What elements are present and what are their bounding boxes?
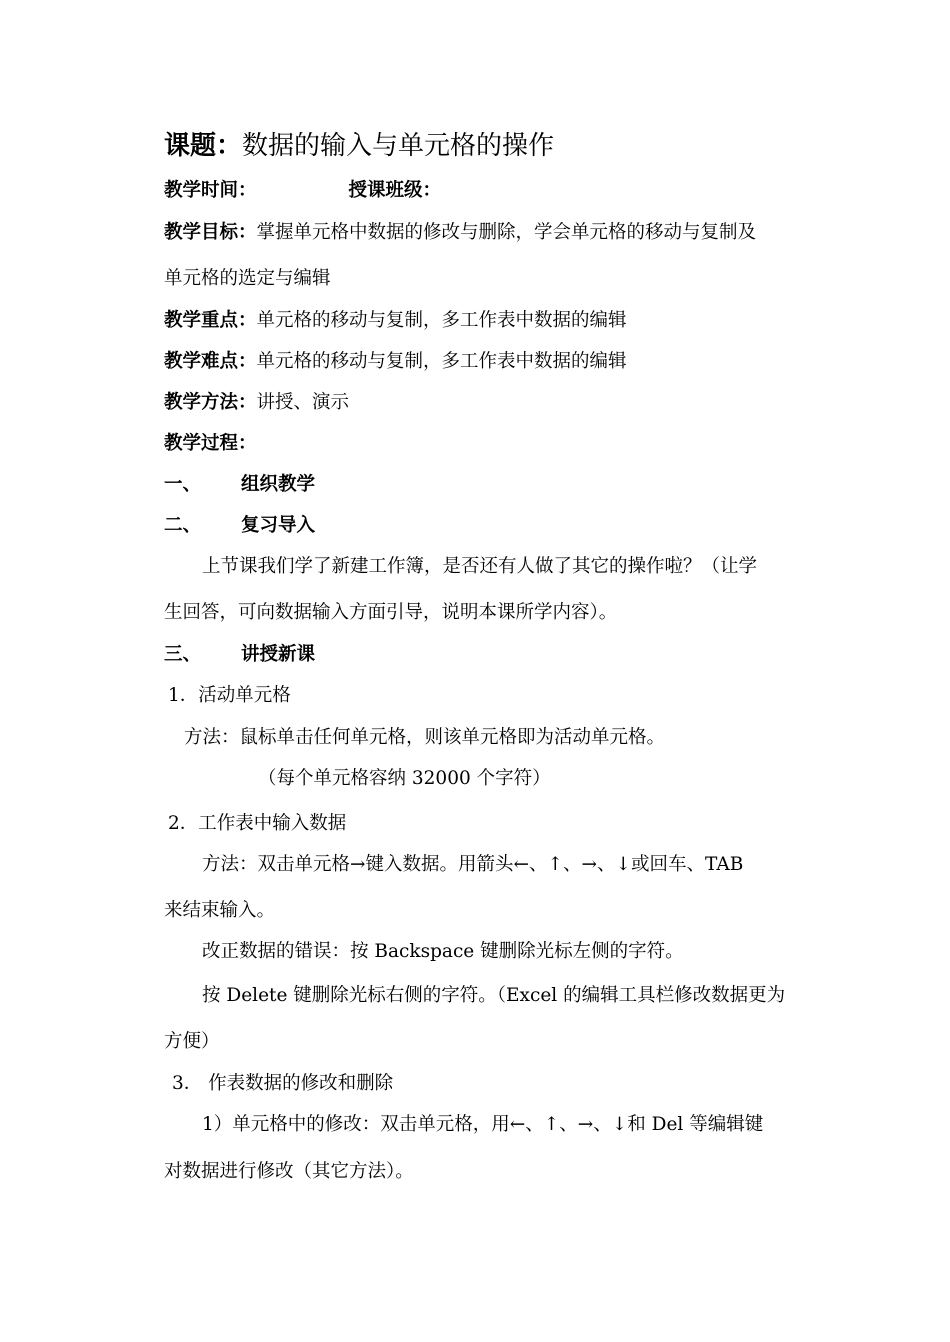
- section-title: 讲授新课: [241, 644, 316, 665]
- section-number: 三、: [164, 644, 202, 665]
- key-point-label: 教学重点：: [164, 310, 257, 331]
- time-label: 教学时间：: [164, 180, 257, 201]
- method-text: 讲授、演示: [256, 392, 350, 413]
- item3-paragraph-1: 1）单元格中的修改：双击单元格，用←、↑、→、↓和 Del 等编辑键: [202, 1114, 764, 1135]
- section-number: 二、: [164, 515, 202, 536]
- key-point-text: 单元格的移动与复制，多工作表中数据的编辑: [256, 310, 627, 331]
- item2-fix: 改正数据的错误：按 Backspace 键删除光标左侧的字符。: [202, 941, 684, 962]
- review-paragraph-1: 上节课我们学了新建工作簿，是否还有人做了其它的操作啦？（让学: [202, 556, 758, 577]
- title-label: 课题：: [164, 131, 243, 161]
- item3-paragraph-2: 对数据进行修改（其它方法）。: [164, 1161, 414, 1182]
- section-title: 复习导入: [241, 515, 316, 536]
- item2-method-2: 来结束输入。: [164, 900, 276, 921]
- method-label: 教学方法：: [164, 392, 257, 413]
- meta-line: [164, 178, 441, 204]
- difficulty-text: 单元格的移动与复制，多工作表中数据的编辑: [256, 351, 627, 372]
- item1-note: （每个单元格容纳 32000 个字符）: [258, 768, 551, 789]
- goal-line-2: 单元格的选定与编辑: [164, 268, 331, 289]
- process-label: 教学过程：: [164, 433, 257, 454]
- goal-label: 教学目标：: [164, 222, 257, 243]
- item1-method: 方法：鼠标单击任何单元格，则该单元格即为活动单元格。: [184, 727, 666, 748]
- item2-delete-1: 按 Delete 键删除光标右侧的字符。（Excel 的编辑工具栏修改数据更为: [202, 985, 786, 1006]
- item1-heading: 1．活动单元格: [168, 685, 291, 706]
- goal-text-1: 掌握单元格中数据的修改与删除，学会单元格的移动与复制及: [256, 222, 757, 243]
- item3-heading: 3． 作表数据的修改和删除: [172, 1073, 394, 1094]
- method-line: [164, 390, 349, 416]
- goal-line: [164, 220, 756, 246]
- review-paragraph-2: 生回答，可向数据输入方面引导，说明本课所学内容）。: [164, 602, 618, 623]
- class-label: 授课班级：: [348, 180, 442, 201]
- section-number: 一、: [164, 474, 202, 495]
- section-heading: [164, 472, 315, 498]
- title-text: 数据的输入与单元格的操作: [242, 131, 555, 161]
- section-heading: [164, 513, 315, 539]
- difficulty-label: 教学难点：: [164, 351, 257, 372]
- item2-heading: 2．工作表中输入数据: [168, 813, 347, 834]
- item2-method-1: 方法：双击单元格→键入数据。用箭头←、↑、→、↓或回车、TAB: [202, 854, 744, 875]
- lesson-title: [164, 130, 554, 162]
- section-heading: [164, 642, 315, 668]
- item2-delete-2: 方便）: [164, 1031, 220, 1052]
- key-point-line: [164, 308, 627, 334]
- section-title: 组织教学: [241, 474, 316, 495]
- difficulty-line: [164, 349, 627, 375]
